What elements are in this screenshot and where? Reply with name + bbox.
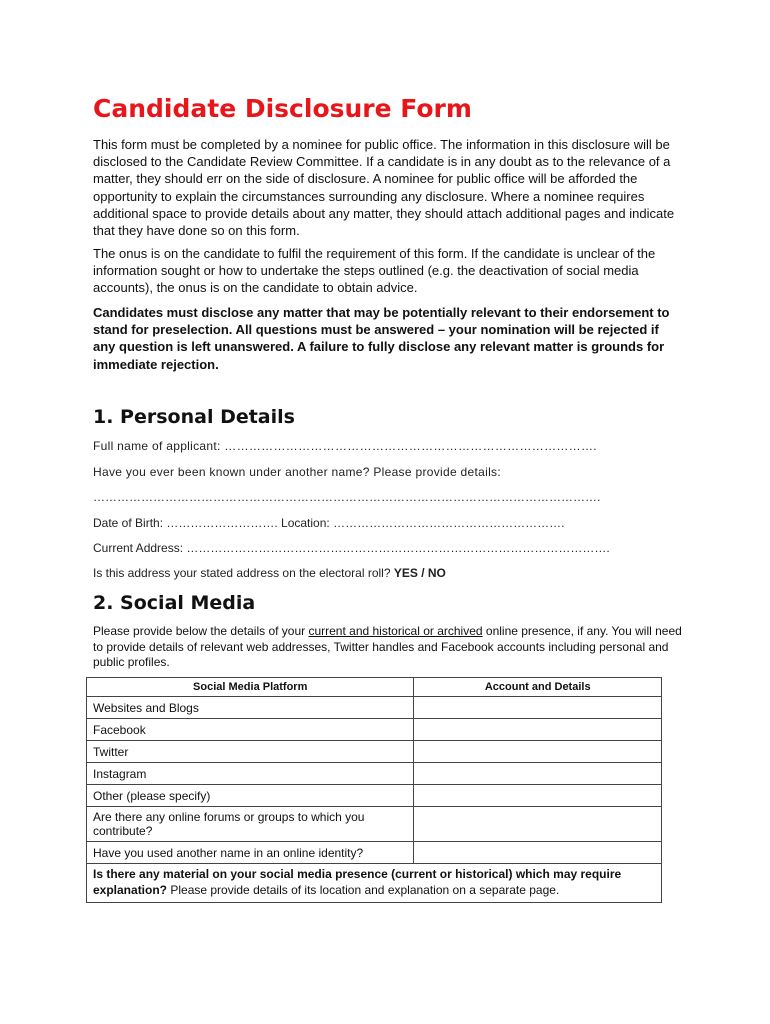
platform-column-header: Social Media Platform	[87, 678, 414, 697]
account-details-cell[interactable]	[414, 785, 662, 807]
intro-paragraph-2: The onus is on the candidate to fulfil the requirement of this form. If the candidate is unclear of the information sought or how to undertake the steps outlined (e.g. the deactivation of social media accounts), the onus is on the candidate to obtain advice.	[93, 246, 656, 296]
material-explanation-cell[interactable]	[87, 864, 662, 903]
form-title: Candidate Disclosure Form	[93, 94, 472, 123]
table-row	[87, 697, 662, 719]
table-row	[87, 807, 662, 842]
material-question: Is there any material on your social media presence (current or historical) which may require explanation?	[93, 867, 622, 897]
intro-paragraph-1: This form must be completed by a nominee for public office. The information in this disclosure will be disclosed to the Candidate Review Committee. If a candidate is in any doubt as to the relevance of a matter, they should err on the side of disclosure. A nominee for public office will be afforded the opportunity to explain the circumstances surrounding any disclosure. Where a nominee requires additional space to provide details about any matter, they should attach additional pages and indicate that they have done so on this form.	[93, 137, 675, 239]
personal-details-heading: 1. Personal Details	[93, 406, 295, 428]
account-details-cell[interactable]	[414, 763, 662, 785]
social-desc-before: Please provide below the details of your	[93, 624, 309, 638]
other-name-field[interactable]: ……………………………………………………………………………………………………………….	[93, 490, 601, 504]
table-row	[87, 842, 662, 864]
table-row	[87, 719, 662, 741]
platform-cell: Instagram	[87, 763, 414, 785]
social-media-heading: 2. Social Media	[93, 592, 256, 614]
social-desc-underlined: current and historical or archived	[308, 624, 483, 638]
table-row-final	[87, 864, 662, 903]
full-name-field[interactable]: Full name of applicant: ……………………………………………………………………………….	[93, 439, 597, 453]
dob-location-field[interactable]: Date of Birth: ………………………. Location: ………………………………………………….	[93, 516, 565, 530]
table-row	[87, 785, 662, 807]
account-column-header: Account and Details	[414, 678, 662, 697]
platform-cell: Twitter	[87, 741, 414, 763]
platform-cell: Other (please specify)	[87, 785, 414, 807]
social-media-description	[93, 624, 683, 671]
social-desc-after: online presence, if any. You will need to provide details of relevant web addresses, Twitter handles and Facebook accounts including personal and public profiles.	[93, 624, 682, 669]
electoral-roll-label: Is this address your stated address on the electoral roll?	[93, 566, 391, 580]
material-instruction: Please provide details of its location and explanation on a separate page.	[167, 883, 560, 897]
account-details-cell[interactable]	[414, 697, 662, 719]
current-address-field[interactable]: Current Address: …………………………………………………………………………………………….	[93, 541, 610, 555]
account-details-cell[interactable]	[414, 719, 662, 741]
social-media-table	[86, 677, 662, 903]
table-header-row	[87, 678, 662, 697]
platform-cell: Websites and Blogs	[87, 697, 414, 719]
disclosure-warning: Candidates must disclose any matter that may be potentially relevant to their endorsement to stand for preselection. All questions must be answered – your nomination will be rejected if any question is left unanswered. A failure to fully disclose any relevant matter is grounds for immediate rejection.	[93, 305, 670, 372]
table-row	[87, 741, 662, 763]
other-name-question: Have you ever been known under another name? Please provide details:	[93, 465, 501, 479]
account-details-cell[interactable]	[414, 807, 662, 842]
electoral-roll-question	[93, 566, 446, 580]
account-details-cell[interactable]	[414, 741, 662, 763]
account-details-cell[interactable]	[414, 842, 662, 864]
table-row	[87, 763, 662, 785]
platform-cell: Have you used another name in an online identity?	[87, 842, 414, 864]
platform-cell: Facebook	[87, 719, 414, 741]
platform-cell: Are there any online forums or groups to which you contribute?	[87, 807, 414, 842]
yes-no-option[interactable]: YES / NO	[393, 566, 446, 580]
